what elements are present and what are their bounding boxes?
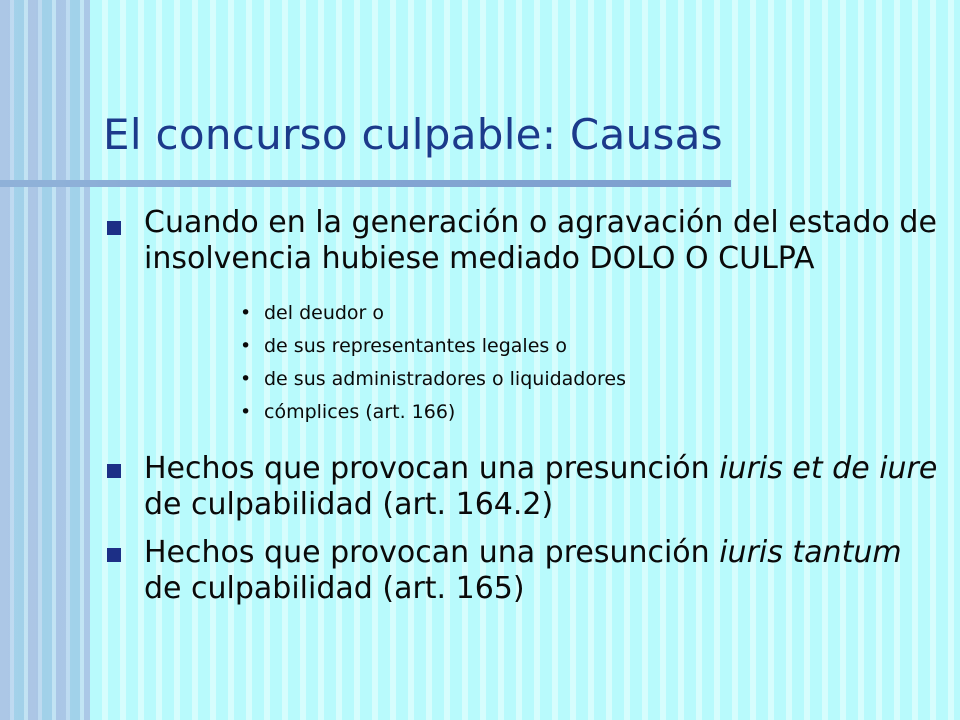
sub-item-text: de sus representantes legales o: [264, 335, 567, 357]
slide-title: El concurso culpable: Causas: [103, 110, 723, 159]
bullet-item-2-text-end: de culpabilidad (art. 164.2): [144, 487, 554, 522]
bullet-item-2-latin-term: iuris et de iure: [719, 451, 938, 486]
dot-bullet-icon: •: [240, 335, 252, 357]
sub-item: [238, 297, 944, 330]
square-bullet-icon: [107, 548, 121, 562]
sub-item-text: cómplices (art. 166): [264, 401, 456, 423]
dot-bullet-icon: •: [240, 401, 252, 423]
dot-bullet-icon: •: [240, 302, 252, 324]
background-left-stripes: [0, 0, 90, 720]
sub-item: [238, 330, 944, 363]
bullet-item-3-text-start: Hechos que provocan una presunción: [144, 535, 720, 570]
square-bullet-icon: [107, 464, 121, 478]
title-underline-rule: [0, 180, 731, 187]
square-bullet-icon: [107, 221, 121, 235]
bullet-item-3-text: [144, 535, 944, 607]
bullet-item-1-text: Cuando en la generación o agravación del estado de insolvencia hubiese mediado DOLO O CULPA: [144, 205, 937, 276]
bullet-item-2-text: [144, 451, 944, 523]
sub-item: [238, 363, 944, 396]
bullet-item-3: [104, 535, 944, 607]
bullet-item-3-text-end: de culpabilidad (art. 165): [144, 571, 525, 606]
sub-list: [238, 297, 944, 429]
sub-item: [238, 396, 944, 429]
bullet-item-2-text-start: Hechos que provocan una presunción: [144, 451, 720, 486]
bullet-item-2: [104, 451, 944, 523]
bullet-item-1: [104, 205, 944, 429]
sub-item-text: del deudor o: [264, 302, 385, 324]
dot-bullet-icon: •: [240, 368, 252, 390]
sub-item-text: de sus administradores o liquidadores: [264, 368, 626, 390]
slide-content: [104, 205, 944, 607]
bullet-item-3-latin-term: iuris tantum: [719, 535, 902, 570]
